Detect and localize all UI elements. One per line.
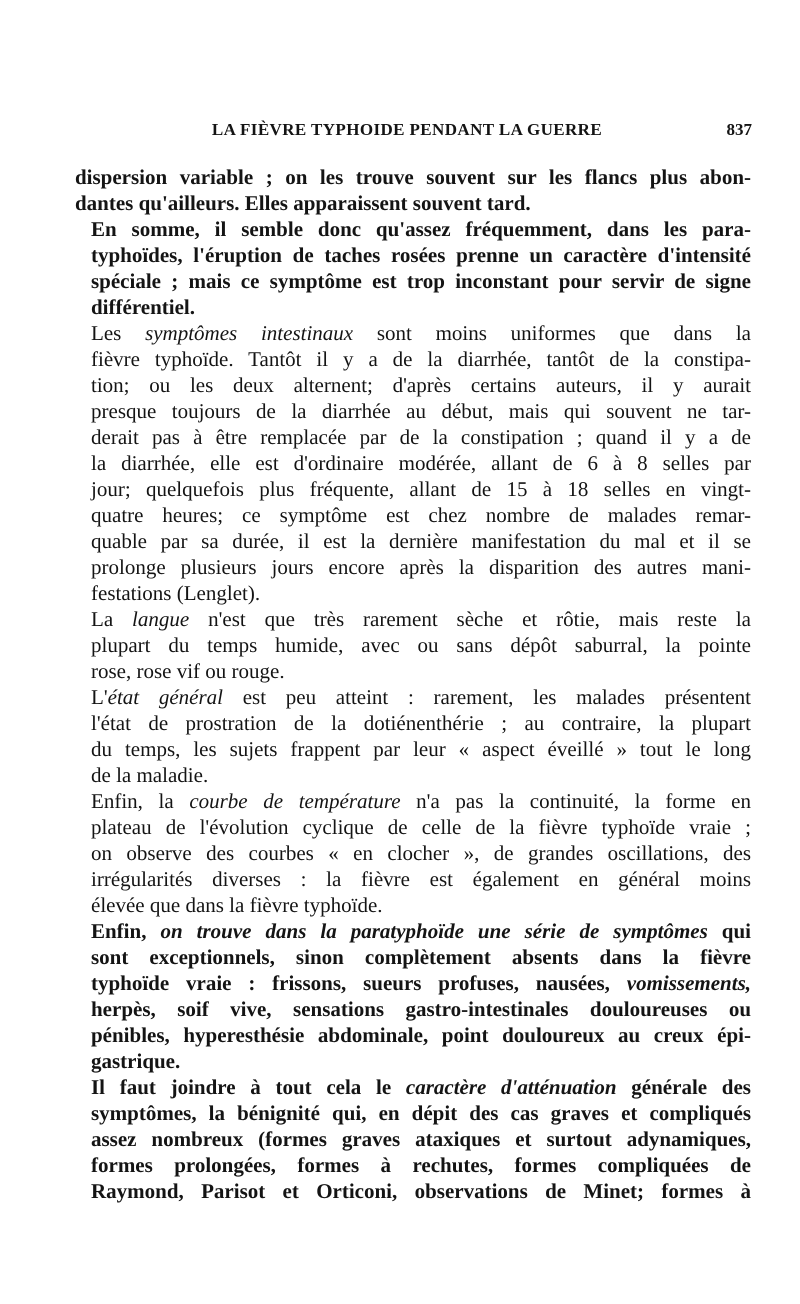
paragraph: [75, 320, 751, 606]
text-line: élevée que dans la fièvre typhoïde.: [91, 893, 383, 917]
text-line: spéciale ; mais ce symptôme est trop inconstant pour servir de signe: [91, 269, 751, 293]
text-line: Raymond, Parisot et Orticoni, observations de Minet; formes à: [91, 1179, 751, 1203]
text-line: gastrique.: [91, 1049, 181, 1073]
text-line: dispersion variable ; on les trouve souvent sur les flancs plus abon-: [75, 165, 751, 189]
text-line: quatre heures; ce symptôme est chez nombre de malades remar-: [91, 503, 751, 527]
page-header: [72, 118, 752, 148]
paragraph: [75, 164, 751, 216]
text-line: typhoïdes, l'éruption de taches rosées prenne un caractère d'intensité: [91, 243, 751, 267]
text-line: herpès, soif vive, sensations gastro-intestinales douloureuses ou: [91, 997, 751, 1021]
text-line: typhoïde vraie : frissons, sueurs profuses, nausées, vomissements,: [91, 971, 751, 995]
text-line: prolonge plusieurs jours encore après la disparition des autres mani-: [91, 555, 751, 579]
text-line: sont exceptionnels, sinon complètement absents dans la fièvre: [91, 945, 751, 969]
text-line: du temps, les sujets frappent par leur « aspect éveillé » tout le long: [91, 737, 751, 761]
text-line: l'état de prostration de la dotiénenthérie ; au contraire, la plupart: [91, 711, 751, 735]
text-line: rose, rose vif ou rouge.: [91, 659, 285, 683]
text-line: Enfin, on trouve dans la paratyphoïde une série de symptômes qui: [91, 919, 751, 943]
paragraph: [75, 606, 751, 684]
paragraph: [75, 1074, 751, 1204]
text-line: Il faut joindre à tout cela le caractère d'atténuation générale des: [91, 1075, 751, 1099]
text-line: L'état général est peu atteint : rarement, les malades présentent: [91, 685, 751, 709]
text-line: jour; quelquefois plus fréquente, allant de 15 à 18 selles en vingt-: [91, 477, 751, 501]
text-line: quable par sa durée, il est la dernière manifestation du mal et il se: [91, 529, 751, 553]
page-number: 837: [726, 120, 752, 139]
text-line: Les symptômes intestinaux sont moins uniformes que dans la: [91, 321, 751, 345]
text-line: plateau de l'évolution cyclique de celle de la fièvre typhoïde vraie ;: [91, 815, 751, 839]
text-line: fièvre typhoïde. Tantôt il y a de la diarrhée, tantôt de la constipa-: [91, 347, 751, 371]
text-line: tion; ou les deux alternent; d'après certains auteurs, il y aurait: [91, 373, 751, 397]
paragraph: [75, 216, 751, 320]
paragraph: [75, 918, 751, 1074]
paragraph: [75, 788, 751, 918]
text-line: En somme, il semble donc qu'assez fréquemment, dans les para-: [91, 217, 751, 241]
text-line: symptômes, la bénignité qui, en dépit des cas graves et compliqués: [91, 1101, 751, 1125]
text-line: Enfin, la courbe de température n'a pas la continuité, la forme en: [91, 789, 752, 813]
text-line: dantes qu'ailleurs. Elles apparaissent souvent tard.: [75, 191, 531, 215]
text-line: La langue n'est que très rarement sèche et rôtie, mais reste la: [91, 607, 751, 631]
paragraph: [75, 684, 751, 788]
text-line: formes prolongées, formes à rechutes, formes compliquées de: [91, 1153, 751, 1177]
body-text: [75, 164, 751, 1204]
running-title: LA FIÈVRE TYPHOIDE PENDANT LA GUERRE: [211, 120, 603, 139]
text-line: plupart du temps humide, avec ou sans dépôt saburral, la pointe: [91, 633, 751, 657]
text-line: assez nombreux (formes graves ataxiques et surtout adynamiques,: [91, 1127, 751, 1151]
text-line: pénibles, hyperesthésie abdominale, point douloureux au creux épi-: [91, 1023, 751, 1047]
text-line: festations (Lenglet).: [91, 581, 261, 605]
text-line: presque toujours de la diarrhée au début, mais qui souvent ne tar-: [91, 399, 751, 423]
text-line: derait pas à être remplacée par de la constipation ; quand il y a de: [91, 425, 751, 449]
text-line: de la maladie.: [91, 763, 209, 787]
text-line: irrégularités diverses : la fièvre est également en général moins: [91, 867, 751, 891]
text-line: on observe des courbes « en clocher », de grandes oscillations, des: [91, 841, 751, 865]
text-line: la diarrhée, elle est d'ordinaire modérée, allant de 6 à 8 selles par: [91, 451, 751, 475]
text-line: différentiel.: [91, 295, 195, 319]
